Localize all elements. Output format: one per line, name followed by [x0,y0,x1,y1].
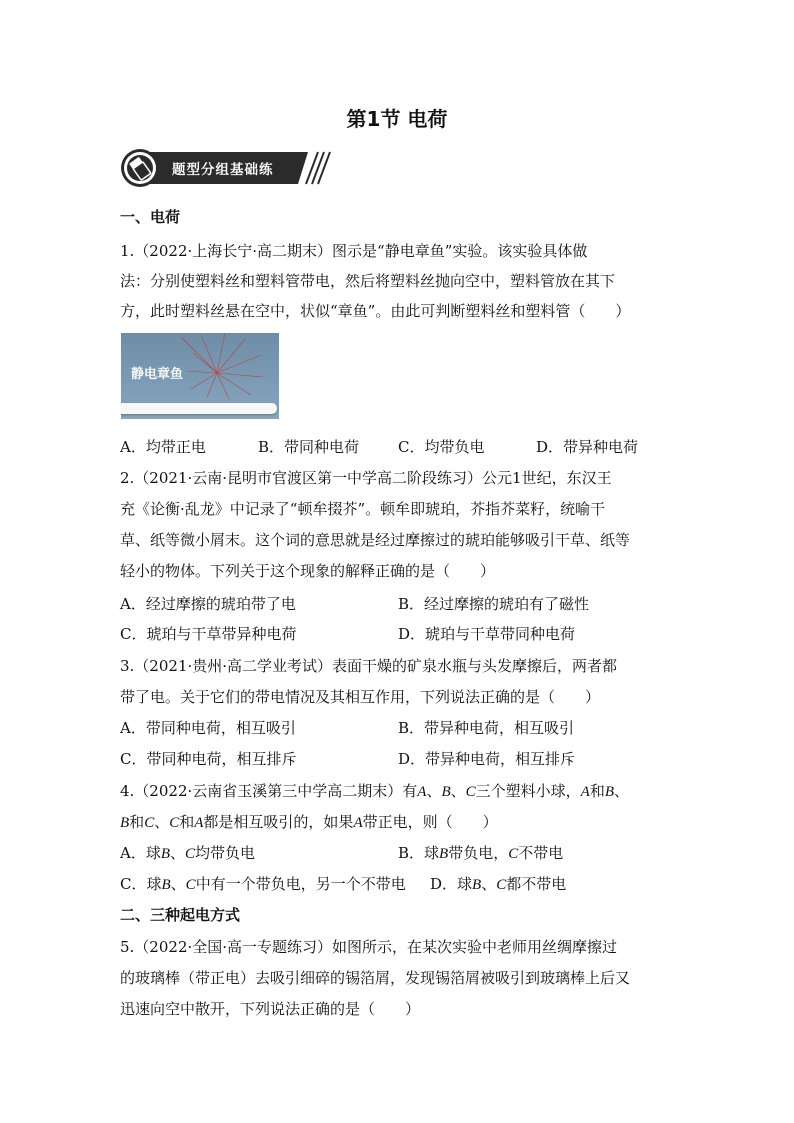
option-a[interactable]: A．球B、C均带负电 [120,844,256,862]
option-c[interactable]: C．琥珀与干草带异种电荷 [120,625,297,643]
question-3-line: 带了电。关于它们的带电情况及其相互作用，下列说法正确的是（ ） [120,688,601,706]
option-d[interactable]: D．带异种电荷 [536,438,639,456]
option-a[interactable]: A．经过摩擦的琥珀带了电 [120,595,296,613]
option-c[interactable]: C．球B、C中有一个带负电，另一个不带电 [120,875,406,893]
option-b[interactable]: B．带异种电荷，相互吸引 [398,719,575,737]
question-1-line: 1.（2022·上海长宁·高二期末）图示是“静电章鱼”实验。该实验具体做 [120,242,588,260]
section-heading: 一、电荷 [120,208,181,226]
question-2-line: 草、纸等微小屑末。这个词的意思就是经过摩擦过的琥珀能够吸引干草、纸等 [120,531,631,549]
question-2-line: 2.（2021·云南·昆明市官渡区第一中学高二阶段练习）公元1世纪，东汉王 [120,469,612,487]
question-5-line: 5.（2022·全国·高一专题练习）如图所示，在某次实验中老师用丝绸摩擦过 [120,938,618,956]
experiment-photo [121,333,279,419]
section-banner-label: 题型分组基础练 [172,162,274,178]
question-4-line: B和C、C和A都是相互吸引的，如果A带正电，则（ ） [120,813,498,831]
option-a[interactable]: A．带同种电荷，相互吸引 [120,719,296,737]
question-3-line: 3.（2021·贵州·高二学业考试）表面干燥的矿泉水瓶与头发摩擦后，两者都 [120,657,618,675]
question-5-line: 迅速向空中散开，下列说法正确的是（ ） [120,1000,421,1018]
option-b[interactable]: B．经过摩擦的琥珀有了磁性 [398,595,590,613]
question-4-line: 4.（2022·云南省玉溪第三中学高二期末）有A、B、C三个塑料小球，A和B、 [120,782,630,800]
option-c[interactable]: C．带同种电荷，相互排斥 [120,750,297,768]
option-a[interactable]: A．均带正电 [120,438,206,456]
page-title: 第1节 电荷 [346,107,448,131]
option-b[interactable]: B．球B带负电，C不带电 [398,844,564,862]
question-5-line: 的玻璃棒（带正电）去吸引细碎的锡箔屑，发现锡箔屑被吸引到玻璃棒上后又 [120,969,631,987]
option-d[interactable]: D．琥珀与干草带同种电荷 [398,625,576,643]
option-d[interactable]: D．带异种电荷，相互排斥 [398,750,576,768]
question-2-line: 充《论衡·乱龙》中记录了“顿牟掇芥”。顿牟即琥珀，芥指芥菜籽，统喻干 [120,500,606,518]
question-2-line: 轻小的物体。下列关于这个现象的解释正确的是（ ） [120,562,496,580]
section-heading: 二、三种起电方式 [120,906,241,924]
question-1-line: 法：分别使塑料丝和塑料管带电，然后将塑料丝抛向空中，塑料管放在其下 [120,272,616,290]
question-1-line: 方，此时塑料丝悬在空中，状似“章鱼”。由此可判断塑料丝和塑料管（ ） [120,302,631,320]
option-d[interactable]: D．球B、C都不带电 [430,875,567,893]
option-b[interactable]: B．带同种电荷 [258,438,360,456]
photo-caption: 静电章鱼 [131,367,184,382]
option-c[interactable]: C．均带负电 [398,438,485,456]
plastic-tube [121,403,277,414]
